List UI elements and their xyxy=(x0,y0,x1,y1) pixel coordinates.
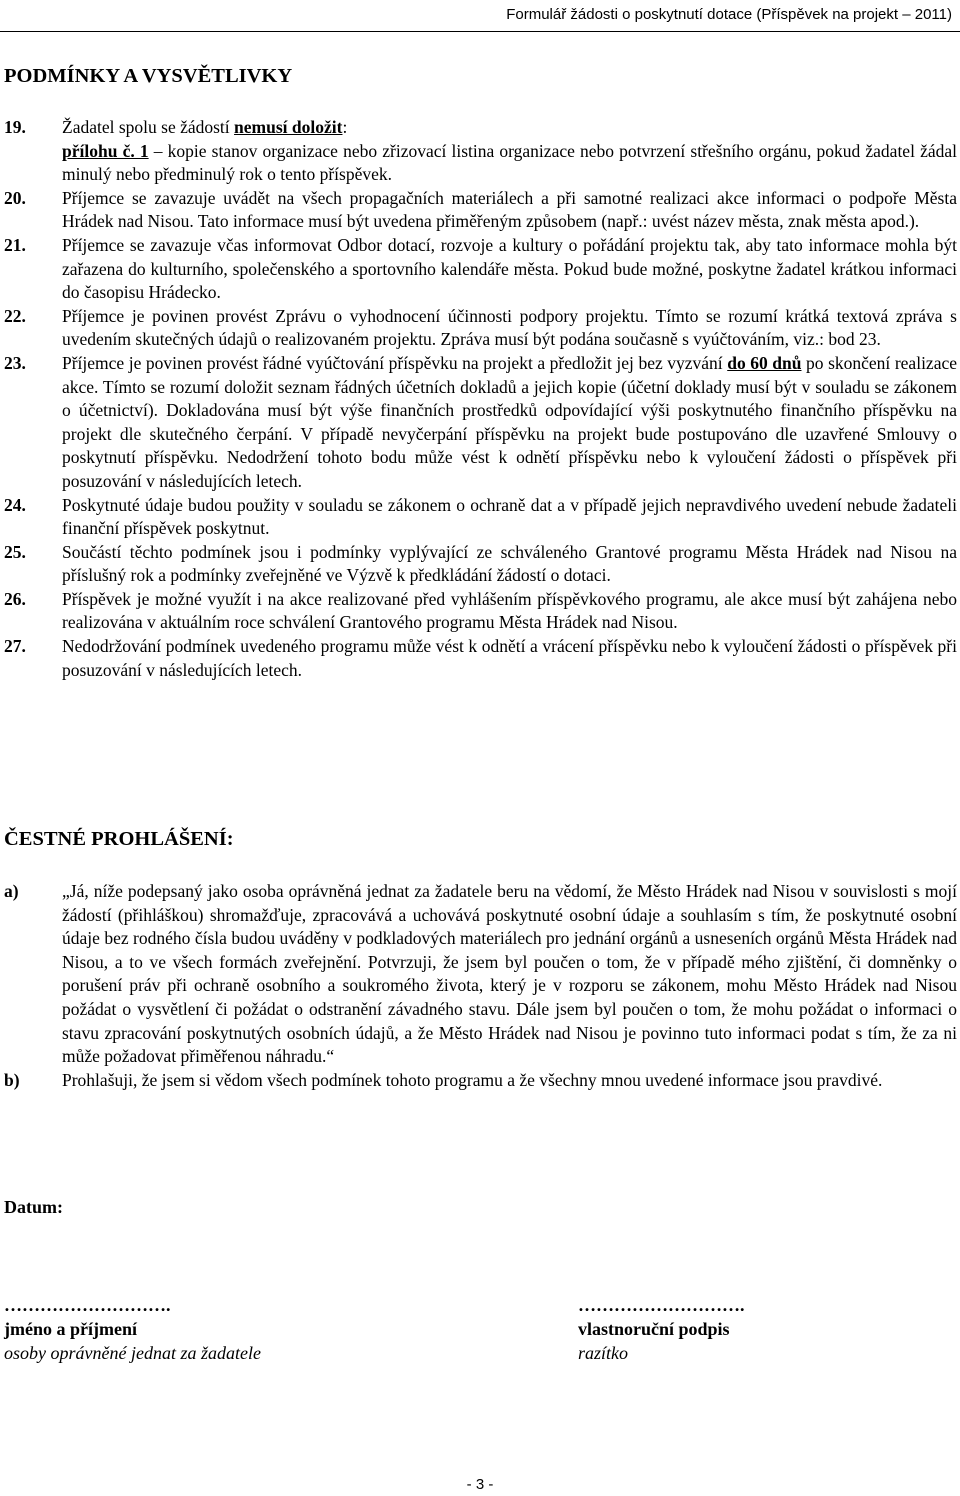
list-item xyxy=(4,187,957,234)
signature-name-label: jméno a příjmení xyxy=(4,1319,137,1339)
list-item xyxy=(4,880,957,1069)
item-number: 23. xyxy=(4,352,26,373)
text-run: po skončení realizace akce. Tímto se rozumí doložit seznam řádných účetních dokladů a jejich kopie (účetní doklady musí být v souladu se zákonem o účetnictví). Dokladována musí být výše finančních prostředků odpovídající výši poskytnutého finančního příspěvku na projekt dle skutečného čerpání. V případě nevyčerpání příspěvku na projekt bude postupováno dle uzavřené Smlouvy o poskytnutí příspěvku. Nedodržení tohoto bodu může vést k odnětí příspěvku nebo k vyloučení žádosti o příspěvek při posuzování v následujících letech. xyxy=(62,352,957,491)
item-text xyxy=(62,234,957,305)
text-run: „Já, níže podepsaný jako osoba oprávněná jednat za žadatele beru na vědomí, že Město Hrádek nad Nisou v souvislosti s mojí žádostí (přihláškou) shromažďuje, zpracovává a uchovává poskytnuté osobní údaje a souhlasím s tím, že poskytnuté osobní údaje bez rodného čísla budou uváděny v podkladových materiálech pro jednání orgánů a usneseních orgánů Města Hrádek nad Nisou, a to ve všech formách zveřejnění. Potvrzuji, že jsem byl poučen o tom, že v případě mého zjištění, či domněnky o porušení práv při ochraně osobního a soukromého života, který je v rozporu se zákonem, mohu Město Hrádek nad Nisou požádat o vysvětlení či požádat o odstranění závadného stavu. Dále jsem byl poučen o tom, že mohu požádat o informaci o stavu zpracování poskytnutých osobních údajů, a že Město Hrádek nad Nisou je povinno tuto informaci podat s tím, že za ni může požadovat přiměřenou náhradu.“ xyxy=(62,881,957,1067)
item-number: b) xyxy=(4,1069,20,1090)
text-run: Poskytnuté údaje budou použity v souladu se zákonem o ochraně dat a v případě jejich nepravdivého uvedení nebude žadateli finanční příspěvek poskytnut. xyxy=(62,494,957,539)
item-text xyxy=(62,116,957,187)
text-run: Příjemce se zavazuje uvádět na všech propagačních materiálech a při samotné realizaci akce informaci o podpoře Města Hrádek nad Nisou. Tato informace musí být uvedena přiměřeným způsobem (např.: uvést název města, znak města apod.). xyxy=(62,187,957,232)
item-number: 24. xyxy=(4,494,26,515)
declaration-heading: ČESTNÉ PROHLÁŠENÍ: xyxy=(4,828,234,850)
item-text xyxy=(62,541,957,588)
text-run: Příjemce je povinen provést Zprávu o vyhodnocení účinnosti podpory projektu. Tímto se rozumí krátká textová zpráva s uvedením skutečných údajů o realizovaném projektu. Zpráva musí být podána současně s vyúčtováním, viz.: bod 23. xyxy=(62,305,957,350)
emphasized-text: nemusí doložit xyxy=(234,117,343,137)
text-run: Prohlašuji, že jsem si vědom všech podmínek tohoto programu a že všechny mnou uvedené informace jsou pravdivé. xyxy=(62,1069,883,1090)
item-text xyxy=(62,880,957,1069)
document-header-title: Formulář žádosti o poskytnutí dotace (Příspěvek na projekt – 2011) xyxy=(506,6,952,23)
signature-block-right xyxy=(578,1293,745,1365)
text-run: : xyxy=(342,117,348,137)
declaration-list xyxy=(4,880,957,1092)
item-text xyxy=(62,635,957,682)
signature-line: ………………………. xyxy=(578,1295,745,1315)
header-divider xyxy=(0,31,960,32)
item-number: 25. xyxy=(4,541,26,562)
item-text xyxy=(62,588,957,635)
page-number: - 3 - xyxy=(466,1476,494,1493)
item-number: 26. xyxy=(4,588,26,609)
list-item xyxy=(4,305,957,352)
item-number: 22. xyxy=(4,305,26,326)
text-run: Příjemce je povinen provést řádné vyúčtování příspěvku na projekt a předložit jej bez vyzvání xyxy=(62,352,728,373)
list-item xyxy=(4,1069,957,1093)
text-run: Příspěvek je možné využít i na akce realizované před vyhlášením příspěvkového programu, ale akce musí být zahájena nebo realizována v aktuálním roce schválení Grantového programu Města Hrádek nad Nisou. xyxy=(62,588,957,633)
item-text xyxy=(62,1069,957,1093)
text-run: Nedodržování podmínek uvedeného programu může vést k odnětí a vrácení příspěvku nebo k vyloučení žádosti o příspěvek při posuzování v následujících letech. xyxy=(62,636,957,680)
item-text xyxy=(62,352,957,494)
list-item xyxy=(4,541,957,588)
list-item xyxy=(4,352,957,494)
signature-note: razítko xyxy=(578,1343,629,1363)
text-run: Příjemce se zavazuje včas informovat Odbor dotací, rozvoje a kultury o pořádání projektu tak, aby tato informace mohla být zařazena do kulturního, společenského a sportovního kalendáře města. Pokud bude možné, poskytne žadatel krátkou informaci do časopisu Hrádecko. xyxy=(62,234,957,303)
item-text xyxy=(62,305,957,352)
list-item xyxy=(4,588,957,635)
text-run: Součástí těchto podmínek jsou i podmínky vyplývající ze schváleného Grantové programu Města Hrádek nad Nisou na příslušný rok a podmínky zveřejněné ve Výzvě k předkládání žádostí o dotaci. xyxy=(62,541,957,586)
emphasized-text: přílohu č. 1 xyxy=(62,140,149,161)
list-item xyxy=(4,116,957,187)
item-text xyxy=(62,187,957,234)
item-number: a) xyxy=(4,881,19,901)
conditions-heading: PODMÍNKY A VYSVĚTLIVKY xyxy=(4,65,293,87)
item-number: 20. xyxy=(4,187,26,208)
signature-name-label: vlastnoruční podpis xyxy=(578,1319,730,1339)
conditions-list xyxy=(4,116,957,682)
list-item xyxy=(4,234,957,305)
signature-line: ………………………. xyxy=(4,1295,171,1315)
text-run: Žadatel spolu se žádostí xyxy=(62,117,235,137)
item-number: 27. xyxy=(4,636,26,657)
signature-block-left xyxy=(4,1293,261,1365)
signature-note: osoby oprávněné jednat za žadatele xyxy=(4,1343,261,1363)
item-number: 21. xyxy=(4,234,26,255)
list-item xyxy=(4,494,957,541)
text-run: – kopie stanov organizace nebo zřizovací listina organizace nebo potvrzení střešního orgánu, pokud žadatel žádal minulý nebo předminulý rok o tento příspěvek. xyxy=(62,140,957,185)
item-number: 19. xyxy=(4,117,26,137)
emphasized-text: do 60 dnů xyxy=(727,352,802,373)
item-text xyxy=(62,494,957,541)
list-item xyxy=(4,635,957,682)
date-label: Datum: xyxy=(4,1197,63,1217)
